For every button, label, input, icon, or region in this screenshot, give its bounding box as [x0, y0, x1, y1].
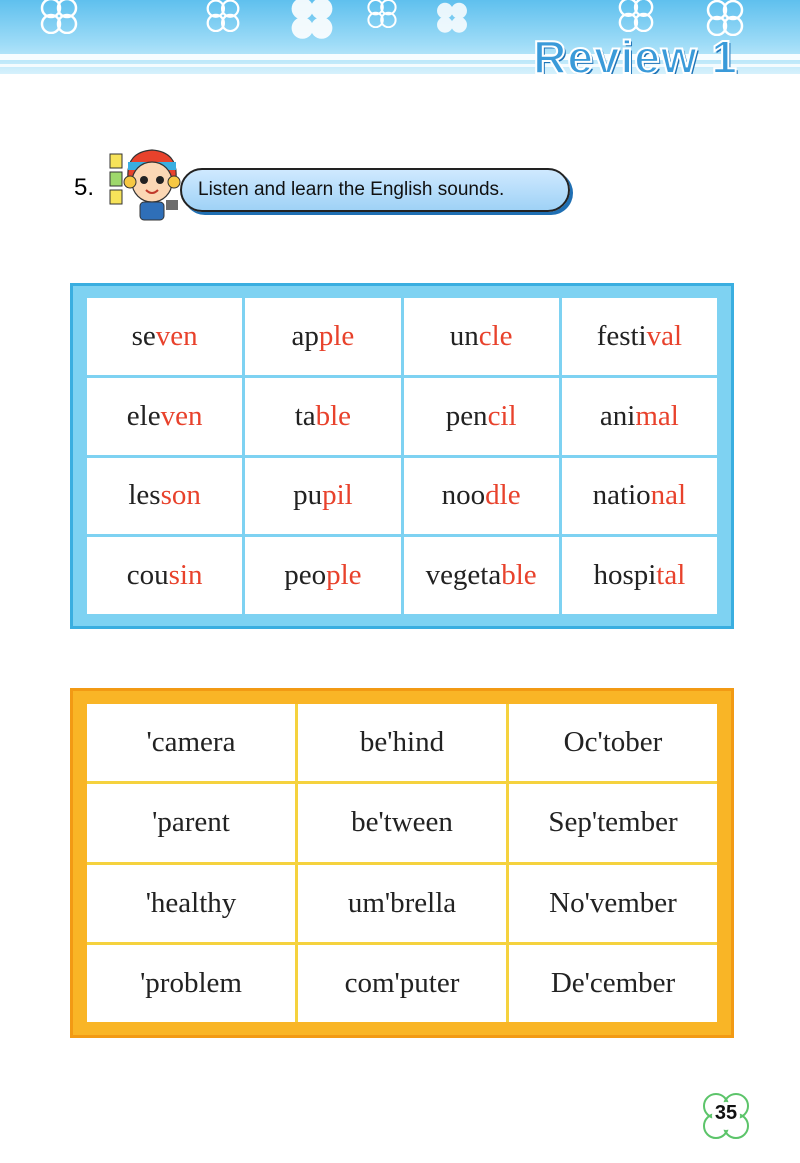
page-number-badge — [694, 1084, 758, 1148]
highlighted-sound: son — [160, 479, 201, 512]
word-part: peo — [284, 559, 327, 592]
word-part: festi — [596, 319, 647, 352]
highlighted-sound: nal — [650, 479, 687, 512]
flower-icon — [200, 0, 246, 32]
sound-word-cell — [562, 298, 717, 375]
highlighted-sound: tal — [656, 559, 686, 592]
word-part: noo — [441, 479, 486, 512]
highlighted-sound: dle — [485, 479, 521, 512]
task-number: 5. — [74, 174, 95, 201]
sound-word-cell — [245, 537, 400, 614]
word-part: natio — [592, 479, 651, 512]
sound-word-cell — [87, 537, 242, 614]
sound-word-cell — [404, 537, 559, 614]
stress-word-cell: um'brella — [298, 865, 506, 942]
stress-word-cell: Sep'tember — [509, 784, 717, 861]
highlighted-sound: val — [646, 319, 683, 352]
stress-word-cell: De'cember — [509, 945, 717, 1022]
highlighted-sound: ble — [315, 399, 352, 432]
highlighted-sound: ven — [155, 319, 198, 352]
stress-word-cell: 'problem — [87, 945, 295, 1022]
sound-word-cell — [404, 458, 559, 535]
sound-word-cell — [245, 298, 400, 375]
sound-word-cell — [87, 298, 242, 375]
stress-table — [70, 688, 734, 1038]
page-title: Review 1 — [533, 31, 738, 74]
sound-word-cell — [245, 378, 400, 455]
stress-word-cell: No'vember — [509, 865, 717, 942]
flower-icon — [612, 0, 660, 32]
sound-word-cell — [404, 378, 559, 455]
flower-icon — [430, 0, 474, 34]
word-part: ta — [294, 399, 316, 432]
word-part: ani — [599, 399, 636, 432]
highlighted-sound: cle — [478, 319, 513, 352]
stress-word-cell: 'healthy — [87, 865, 295, 942]
flower-icon — [282, 0, 342, 40]
highlighted-sound: pil — [322, 479, 353, 512]
word-part: ap — [291, 319, 319, 352]
word-part: se — [131, 319, 156, 352]
highlighted-sound: mal — [635, 399, 679, 432]
page-header — [0, 0, 800, 74]
stress-word-cell: Oc'tober — [509, 704, 717, 781]
highlighted-sound: ple — [318, 319, 355, 352]
stress-word-cell: 'parent — [87, 784, 295, 861]
instruction-banner — [180, 168, 570, 212]
word-part: un — [449, 319, 479, 352]
stress-word-cell: com'puter — [298, 945, 506, 1022]
sound-word-cell — [562, 378, 717, 455]
sound-word-cell — [562, 458, 717, 535]
flower-icon — [34, 0, 84, 34]
sound-word-cell — [87, 458, 242, 535]
stress-word-cell: be'hind — [298, 704, 506, 781]
highlighted-sound: ven — [160, 399, 203, 432]
word-part: hospi — [593, 559, 657, 592]
word-part: vegeta — [425, 559, 502, 592]
word-part: ele — [126, 399, 161, 432]
word-part: cou — [126, 559, 169, 592]
sound-word-cell — [245, 458, 400, 535]
word-part: pen — [445, 399, 488, 432]
word-part: les — [128, 479, 161, 512]
flower-icon — [362, 0, 402, 28]
instruction-text: Listen and learn the English sounds. — [198, 179, 505, 200]
highlighted-sound: sin — [168, 559, 203, 592]
highlighted-sound: ble — [501, 559, 537, 592]
sound-word-cell — [562, 537, 717, 614]
sound-word-cell — [404, 298, 559, 375]
sounds-table — [70, 283, 734, 629]
page-number: 35 — [714, 1102, 738, 1124]
highlighted-sound: ple — [326, 559, 362, 592]
highlighted-sound: cil — [487, 399, 517, 432]
sound-word-cell — [87, 378, 242, 455]
stress-word-cell: 'camera — [87, 704, 295, 781]
stress-word-cell: be'tween — [298, 784, 506, 861]
word-part: pu — [293, 479, 323, 512]
